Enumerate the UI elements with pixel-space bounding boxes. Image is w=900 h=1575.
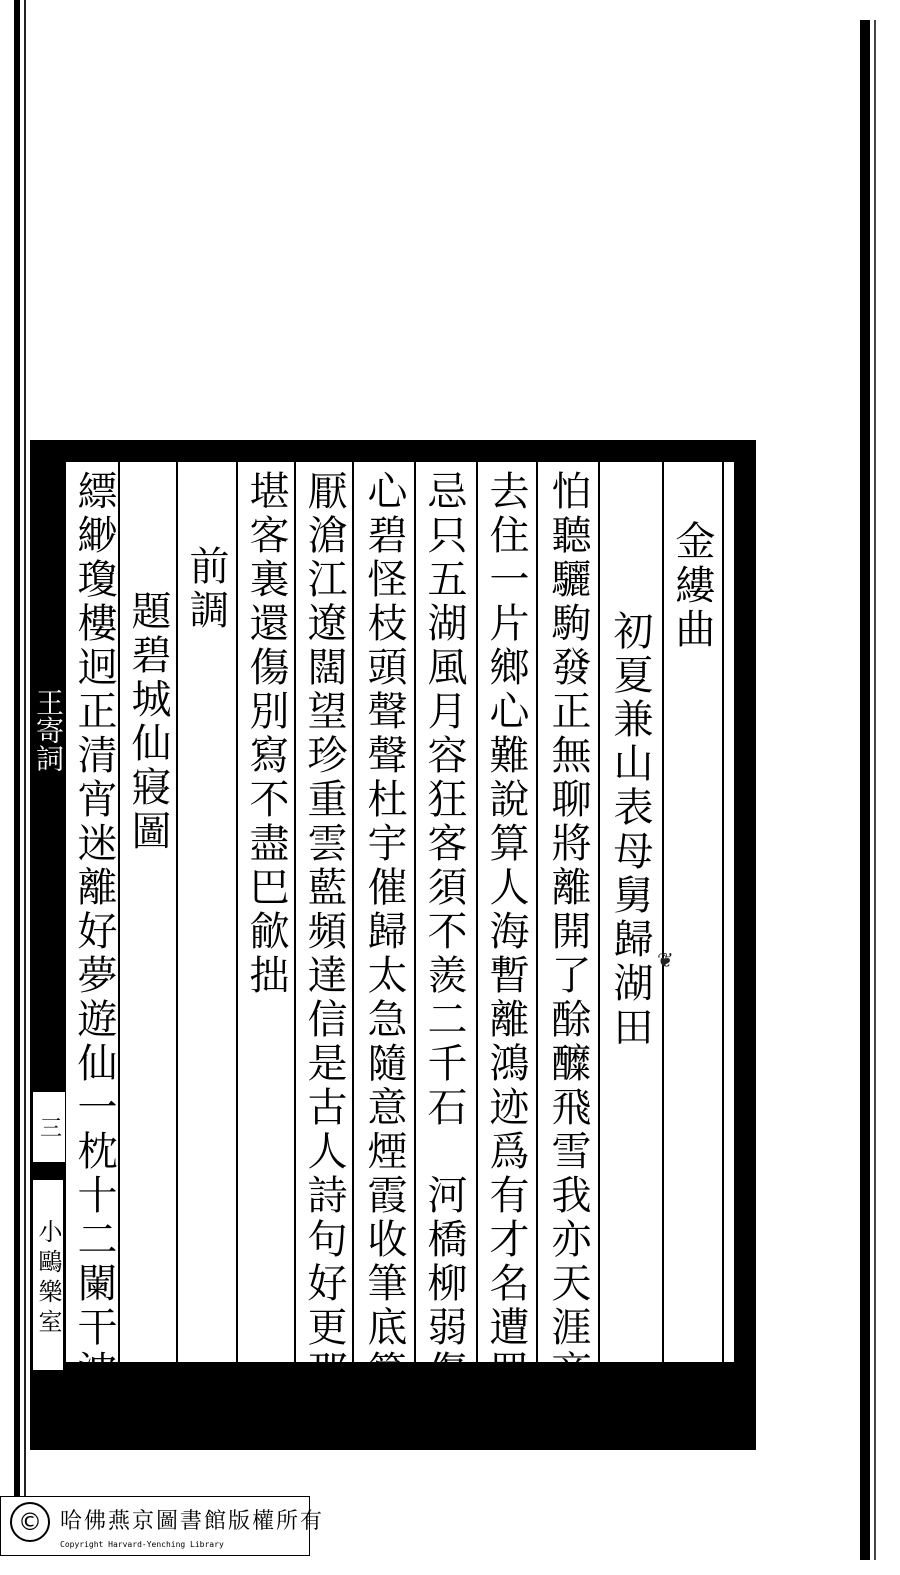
- poem-line: 心碧怪枝頭聲聲杜宇催歸太急隨意煙霞收筆底算: [361, 470, 407, 1394]
- column-rule: [662, 462, 664, 1362]
- copyright-line-english: Copyright Harvard-Yenching Library: [60, 1540, 224, 1549]
- column-rule: [118, 462, 120, 1362]
- poem-title: 金縷曲: [669, 520, 715, 652]
- poem-line: 堪客裏還傷別寫不盡巴歈拙: [243, 470, 289, 998]
- column-rule: [476, 462, 478, 1362]
- poem-line: 縹緲瓊樓迥正清宵迷離好夢遊仙一枕十二闌干波: [71, 470, 117, 1394]
- column-rule: [536, 462, 538, 1362]
- spine-page-number: 三: [33, 1092, 65, 1162]
- poem-subtitle: 初夏兼山表母舅歸湖田: [607, 610, 653, 1050]
- column-rule: [294, 462, 296, 1362]
- column-rule: [414, 462, 416, 1362]
- copyright-line-chinese: 哈佛燕京圖書館版權所有: [60, 1509, 325, 1534]
- left-margin-line: [24, 0, 26, 1520]
- copyright-symbol: ©: [10, 1502, 50, 1542]
- left-margin-edge: [14, 0, 20, 1520]
- poem-line: 忌只五湖風月容狂客須不羨二千石 河橋柳弱傷: [421, 470, 467, 1394]
- poem-title: 前調: [183, 545, 229, 633]
- seal-mark: ❦: [657, 948, 674, 972]
- column-rule: [352, 462, 354, 1362]
- column-rule: [598, 462, 600, 1362]
- column-rule: [722, 462, 724, 1362]
- column-rule: [176, 462, 178, 1362]
- poem-line: 去住一片鄉心難說算人海暫離鴻迹爲有才名遭眾: [483, 470, 529, 1394]
- poem-subtitle: 題碧城仙寢圖: [125, 590, 171, 854]
- poem-line: 怕聽驪駒發正無聊將離開了酴醾飛雪我亦天涯商: [545, 470, 591, 1394]
- spine-title: 王寄詞: [32, 688, 65, 772]
- poem-line: 厭滄江遼闊望珍重雲藍頻達信是古人詩句好更那: [301, 470, 347, 1394]
- right-margin-line: [874, 20, 876, 1560]
- right-margin-edge: [860, 20, 870, 1560]
- column-rule: [236, 462, 238, 1362]
- spine-studio-name: 小鷗樂室: [33, 1180, 63, 1370]
